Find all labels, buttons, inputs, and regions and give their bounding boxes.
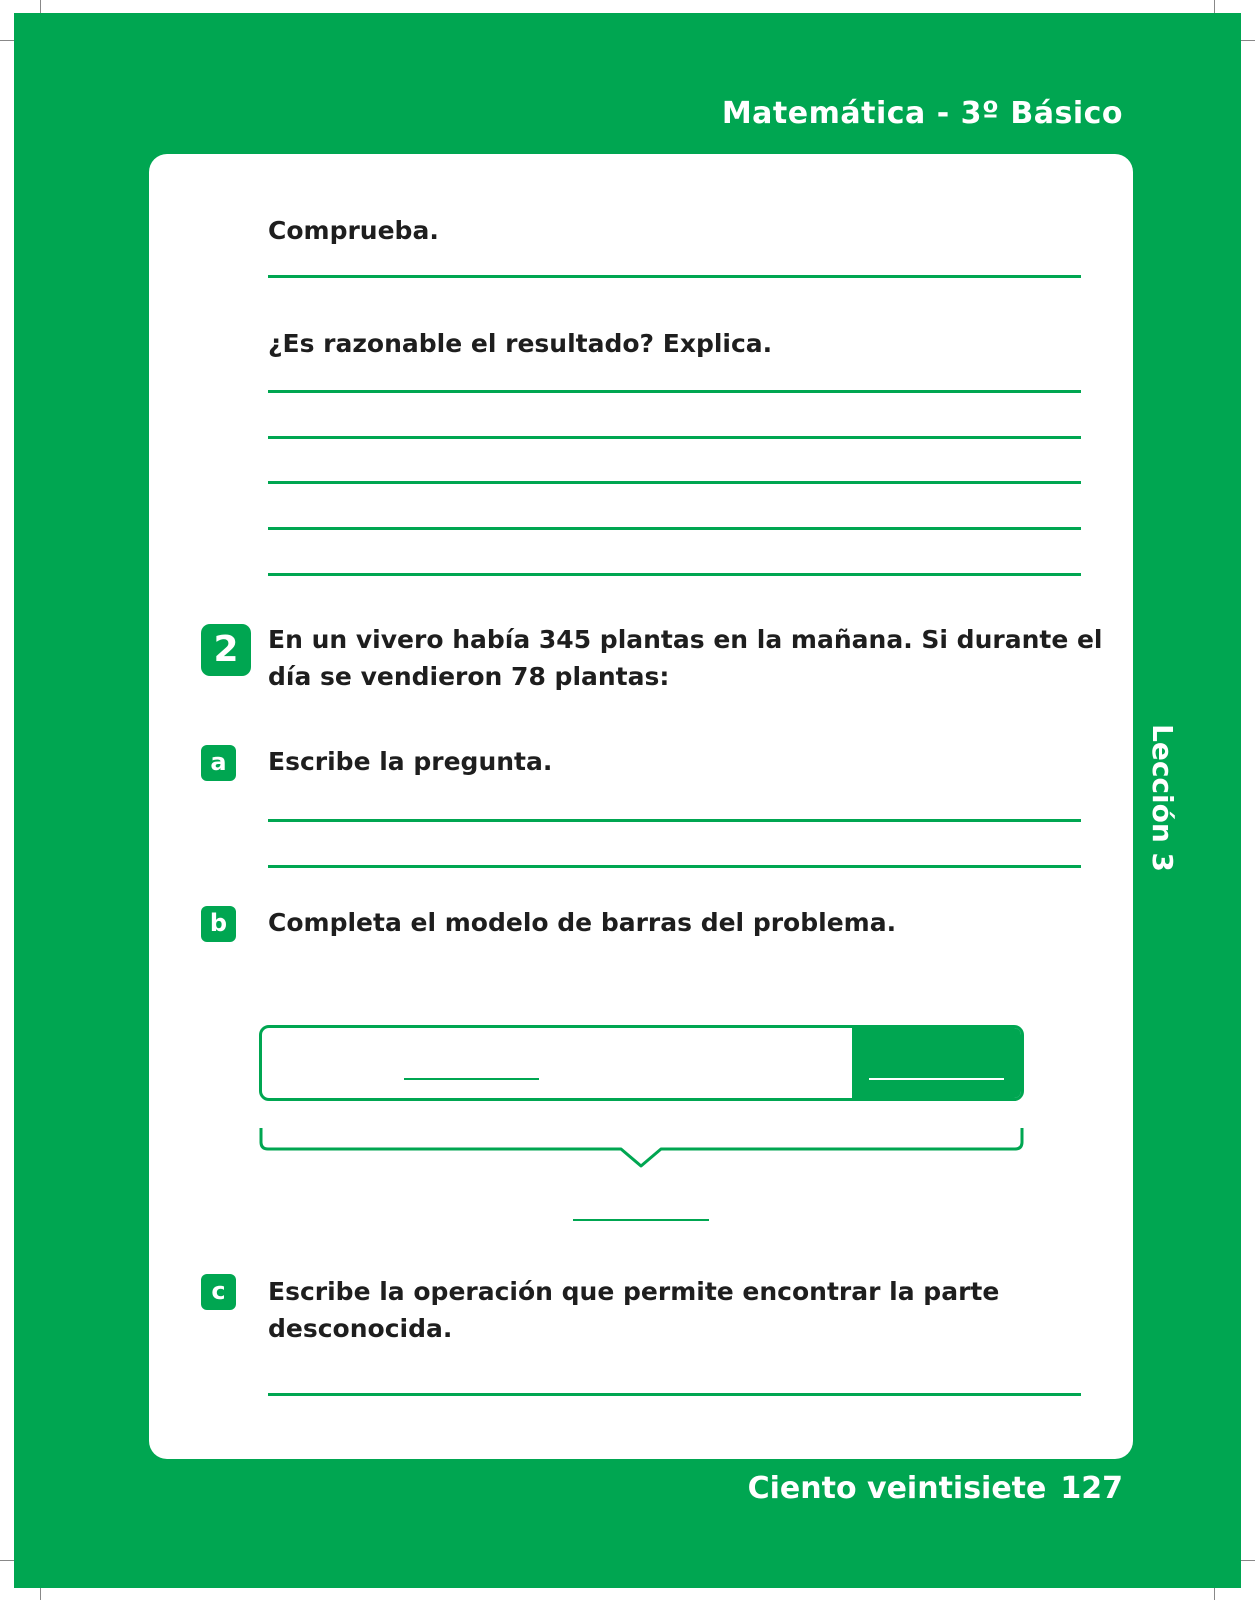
answer-line[interactable] [268, 390, 1081, 393]
page-footer [748, 1471, 1123, 1506]
item-a-text: Escribe la pregunta. [268, 747, 553, 776]
answer-line[interactable] [268, 865, 1081, 868]
answer-line[interactable] [268, 481, 1081, 484]
item-a-badge: a [201, 745, 236, 781]
answer-line[interactable] [268, 819, 1081, 822]
bar-total-brace [259, 1126, 1024, 1168]
answer-line[interactable] [268, 527, 1081, 530]
problem-statement-line-1: En un vivero había 345 plantas en la mañana. Si durante el [268, 625, 1103, 654]
page-number-words: Ciento veintisiete [747, 1471, 1047, 1506]
item-b-badge: b [201, 906, 236, 942]
answer-line[interactable] [268, 436, 1081, 439]
page-header-title: Matemática - 3º Básico [721, 96, 1123, 131]
answer-line[interactable] [268, 573, 1081, 576]
bar-model [259, 1025, 1024, 1101]
bar-unknown-part-blank[interactable] [404, 1078, 539, 1080]
check-prompt: Comprueba. [268, 216, 439, 245]
problem-number-badge: 2 [201, 624, 251, 676]
problem-statement-line-2: día se vendieron 78 plantas: [268, 662, 670, 691]
answer-line[interactable] [268, 275, 1081, 278]
lesson-side-label: Lección 3 [1146, 724, 1179, 873]
item-c-badge: c [201, 1274, 236, 1310]
bar-model-known-part [852, 1028, 1024, 1098]
bar-total-blank[interactable] [573, 1219, 709, 1221]
item-b-text: Completa el modelo de barras del problema. [268, 908, 897, 937]
item-c-text-line-1: Escribe la operación que permite encontrar la parte [268, 1277, 1000, 1306]
reasonable-prompt: ¿Es razonable el resultado? Explica. [268, 329, 773, 358]
bar-known-part-blank[interactable] [869, 1078, 1004, 1080]
answer-line[interactable] [268, 1393, 1081, 1396]
item-c-text-line-2: desconocida. [268, 1314, 453, 1343]
page-number: 127 [1060, 1471, 1123, 1506]
